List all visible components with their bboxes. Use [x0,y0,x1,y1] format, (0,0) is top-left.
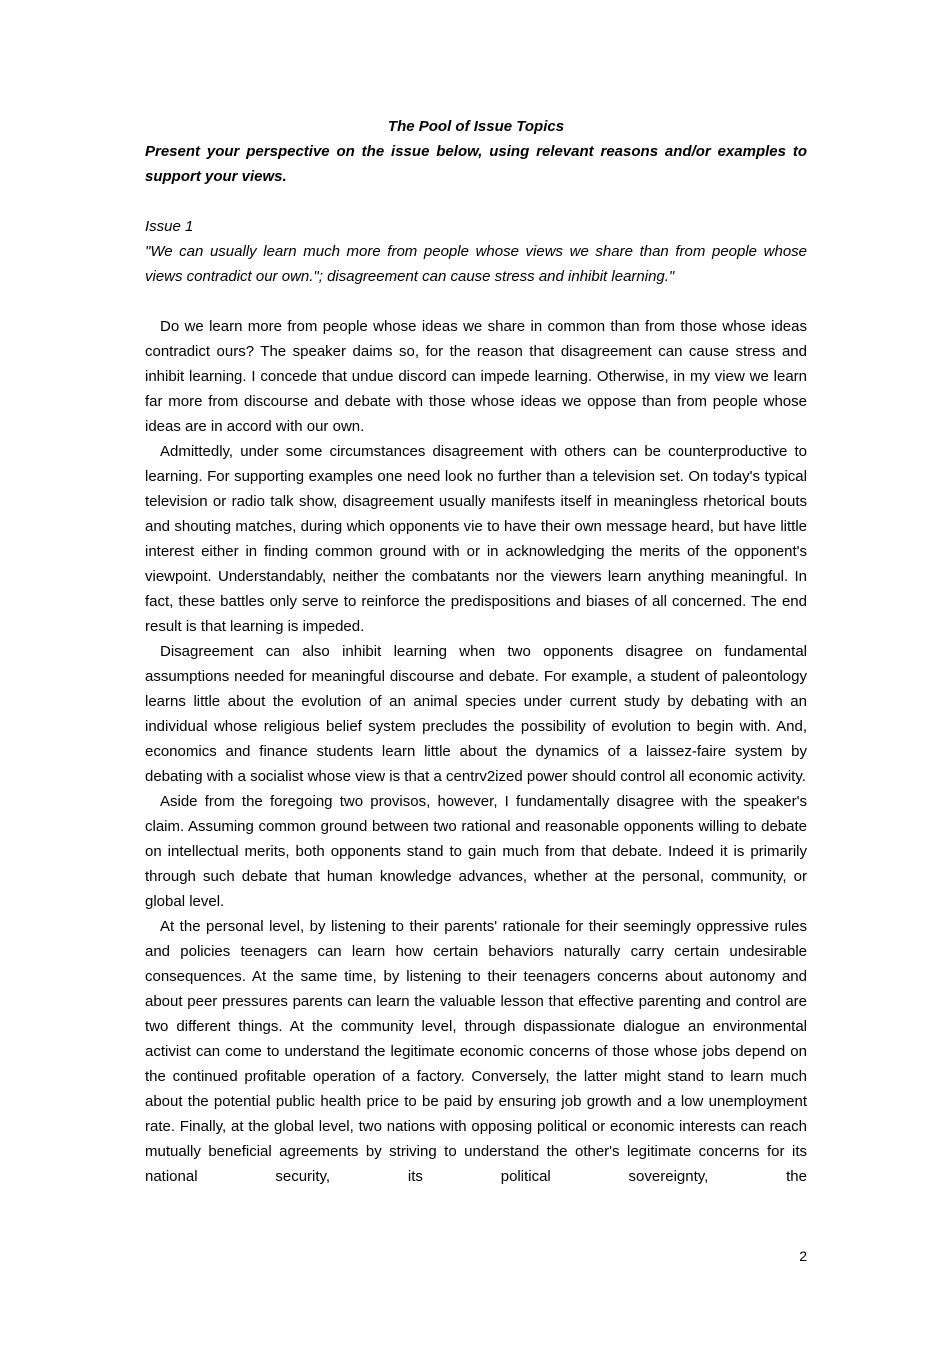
essay-paragraph-3: Disagreement can also inhibit learning when two opponents disagree on fundamental assumptions needed for meaningful discourse and debate. For example, a student of paleontology learns little about the evolution of an animal species under current study by debating with an individual whose religious belief system precludes the possibility of evolution to begin with. And, economics and finance students learn little about the dynamics of a laissez-faire system by debating with a socialist whose view is that a centrv2ized power should control all economic activity. [145,643,807,785]
essay-paragraph-5: At the personal level, by listening to their parents' rationale for their seemingly oppressive rules and policies teenagers can learn how certain behaviors naturally carry certain undesirable consequences. At the same time, by listening to their teenagers concerns about autonomy and about peer pressures parents can learn the valuable lesson that effective parenting and control are two different things. At the community level, through dispassionate dialogue an environmental activist can come to understand the legitimate economic concerns of those whose jobs depend on the continued profitable operation of a factory. Conversely, the latter might stand to learn much about the potential public health price to be paid by ensuring job growth and a low unemployment rate. Finally, at the global level, two nations with opposing political or economic interests can reach mutually beneficial agreements by striving to understand the other's legitimate concerns for its national security, its political sovereignty, the [145,918,807,1185]
essay-paragraph-1: Do we learn more from people whose ideas we share in common than from those whose ideas contradict ours? The speaker daims so, for the reason that disagreement can cause stress and inhibit learning. I concede that undue discord can impede learning. Otherwise, in my view we learn far more from discourse and debate with those whose ideas we oppose than from people whose ideas are in accord with our own. [145,318,807,435]
essay-prompt: Present your perspective on the issue below, using relevant reasons and/or examples to support your views. [145,143,807,185]
issue-quote: "We can usually learn much more from people whose views we share than from people whose views contradict our own."; disagreement can cause stress and inhibit learning." [145,243,807,285]
document-title: The Pool of Issue Topics [387,118,565,135]
essay-paragraph-4: Aside from the foregoing two provisos, however, I fundamentally disagree with the speaker's claim. Assuming common ground between two rational and reasonable opponents willing to debate on intellectual merits, both opponents stand to gain much from that debate. Indeed it is primarily through such debate that human knowledge advances, whether at the personal, community, or global level. [145,793,807,910]
document-page [145,114,807,1189]
page-number: 2 [799,1248,807,1264]
essay-body [145,314,807,1189]
issue-label: Issue 1 [145,218,194,235]
essay-paragraph-2: Admittedly, under some circumstances disagreement with others can be counterproductive to learning. For supporting examples one need look no further than a television set. On today's typical television or radio talk show, disagreement usually manifests itself in meaningless rhetorical bouts and shouting matches, during which opponents vie to have their own message heard, but have little interest either in finding common ground with or in acknowledging the merits of the opponent's viewpoint. Understandably, neither the combatants nor the viewers learn anything meaningful. In fact, these battles only serve to reinforce the predispositions and biases of all concerned. The end result is that learning is impeded. [145,443,807,635]
